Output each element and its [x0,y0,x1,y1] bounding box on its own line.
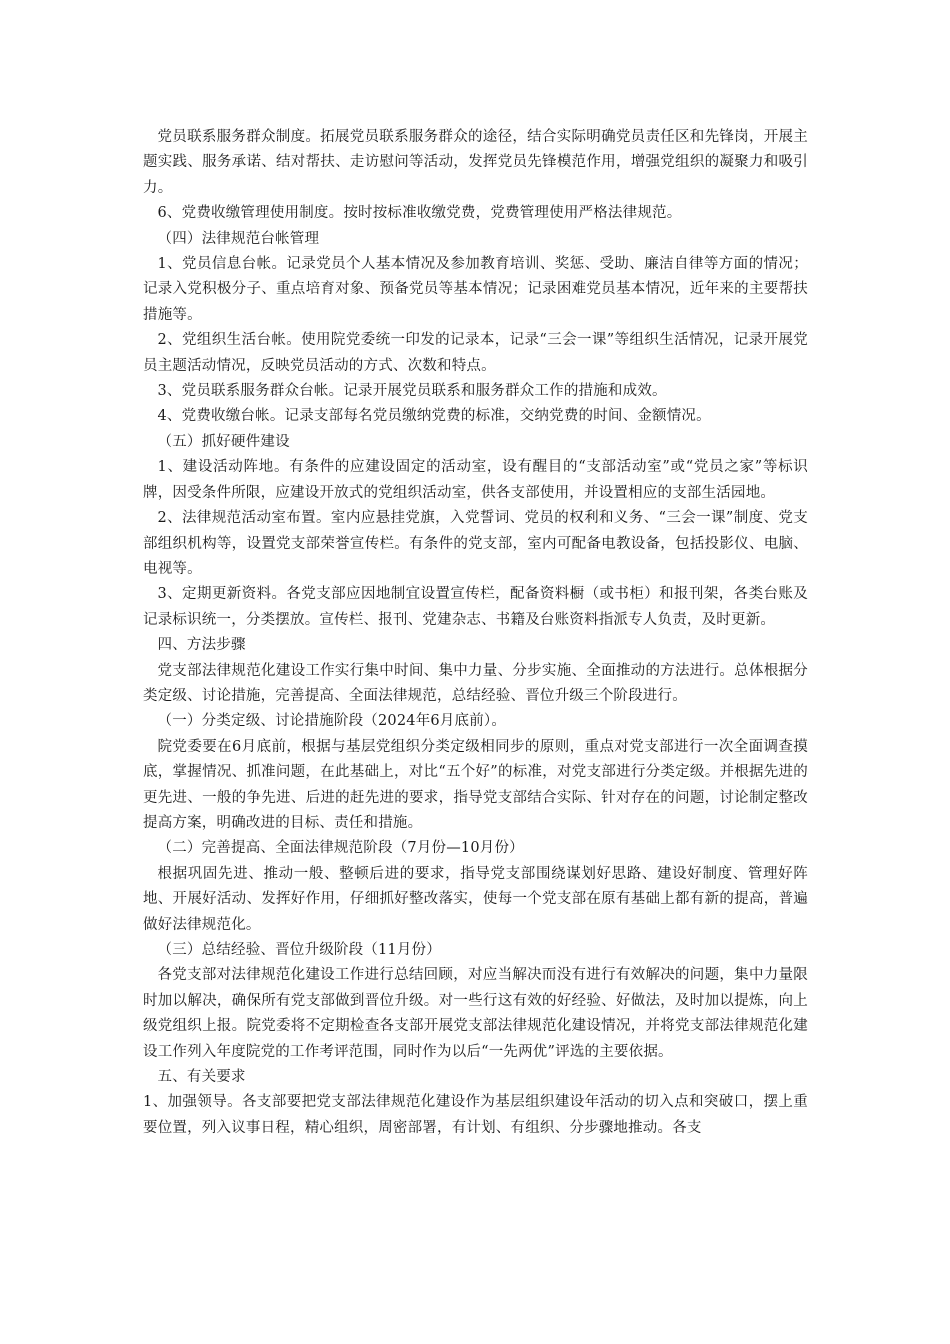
paragraph: 6、党费收缴管理使用制度。按时按标准收缴党费，党费管理使用严格法律规范。 [157,205,682,222]
paragraph: 院党委要在6月底前，根据与基层党组织分类定级相同步的原则，重点对党支部进行一次全面调查摸底，掌握情况、抓准问题，在此基础上，对比“五个好”的标准，对党支部进行分类定级。并根据先进的更先进、一般的争先进、后进的赶先进的要求，指导党支部结合实际、针对存在的问题，讨论制定整改提高方案，明确改进的目标、责任和措施。 [143,738,808,831]
paragraph: 1、党员信息台帐。记录党员个人基本情况及参加教育培训、奖惩、受助、廉洁自律等方面的情况；记录入党积极分子、重点培育对象、预备党员等基本情况；记录困难党员基本情况，近年来的主要帮扶措施等。 [143,256,808,323]
paragraph: 各党支部对法律规范化建设工作进行总结回顾，对应当解决而没有进行有效解决的问题，集中力量限时加以解决，确保所有党支部做到晋位升级。对一些行这有效的好经验、好做法，及时加以提炼，向上级党组织上报。院党委将不定期检查各支部开展党支部法律规范化建设情况，并将党支部法律规范化建设工作列入年度院党的工作考评范围，同时作为以后“一先两优”评选的主要依据。 [143,967,808,1060]
section-heading: （五）抓好硬件建设 [157,433,290,450]
paragraph: 党支部法律规范化建设工作实行集中时间、集中力量、分步实施、全面推动的方法进行。总体根据分类定级、讨论措施，完善提高、全面法律规范，总结经验、晋位升级三个阶段进行。 [143,662,808,704]
paragraph: 3、定期更新资料。各党支部应因地制宜设置宣传栏，配备资料橱（或书柜）和报刊架，各类台账及记录标识统一，分类摆放。宣传栏、报刊、党建杂志、书籍及台账资料指派专人负责，及时更新。 [143,586,808,628]
paragraph: 2、党组织生活台帐。使用院党委统一印发的记录本，记录“三会一课”等组织生活情况，记录开展党员主题活动情况，反映党员活动的方式、次数和特点。 [143,332,808,374]
paragraph: 1、建设活动阵地。有条件的应建设固定的活动室，设有醒目的“支部活动室”或“党员之家”等标识牌，因受条件所限，应建设开放式的党组织活动室，供各支部使用，并设置相应的支部生活园地。 [143,459,808,501]
paragraph: 根据巩固先进、推动一般、整顿后进的要求，指导党支部围绕谋划好思路、建设好制度、管理好阵地、开展好活动、发挥好作用，仔细抓好整改落实，使每一个党支部在原有基础上都有新的提高，普遍做好法律规范化。 [143,865,808,933]
paragraph: 1、加强领导。各支部要把党支部法律规范化建设作为基层组织建设年活动的切入点和突破口，摆上重要位置，列入议事日程，精心组织，周密部署，有计划、有组织、分步骤地推动。各支 [143,1094,808,1136]
section-heading: （三）总结经验、晋位升级阶段（11月份） [157,942,441,958]
section-heading: （一）分类定级、讨论措施阶段（2024年6月底前）。 [157,713,507,730]
section-heading: 五、有关要求 [157,1069,246,1086]
paragraph: 4、党费收缴台帐。记录支部每名党员缴纳党费的标准，交纳党费的时间、金额情况。 [157,408,711,425]
section-heading: 四、方法步骤 [157,637,246,654]
paragraph: 3、党员联系服务群众台帐。记录开展党员联系和服务群众工作的措施和成效。 [157,383,667,400]
section-heading: （二）完善提高、全面法律规范阶段（7月份—10月份） [157,840,524,857]
document-body [143,125,808,1141]
paragraph: 2、法律规范活动室布置。室内应悬挂党旗，入党誓词、党员的权利和义务、“三会一课”制度、党支部组织机构等，设置党支部荣誉宣传栏。有条件的党支部，室内可配备电教设备，包括投影仪、电脑、电视等。 [143,510,808,577]
paragraph: 党员联系服务群众制度。拓展党员联系服务群众的途径，结合实际明确党员责任区和先锋岗，开展主题实践、服务承诺、结对帮扶、走访慰问等活动，发挥党员先锋模范作用，增强党组织的凝聚力和吸引力。 [143,129,808,196]
section-heading: （四）法律规范台帐管理 [157,230,320,247]
